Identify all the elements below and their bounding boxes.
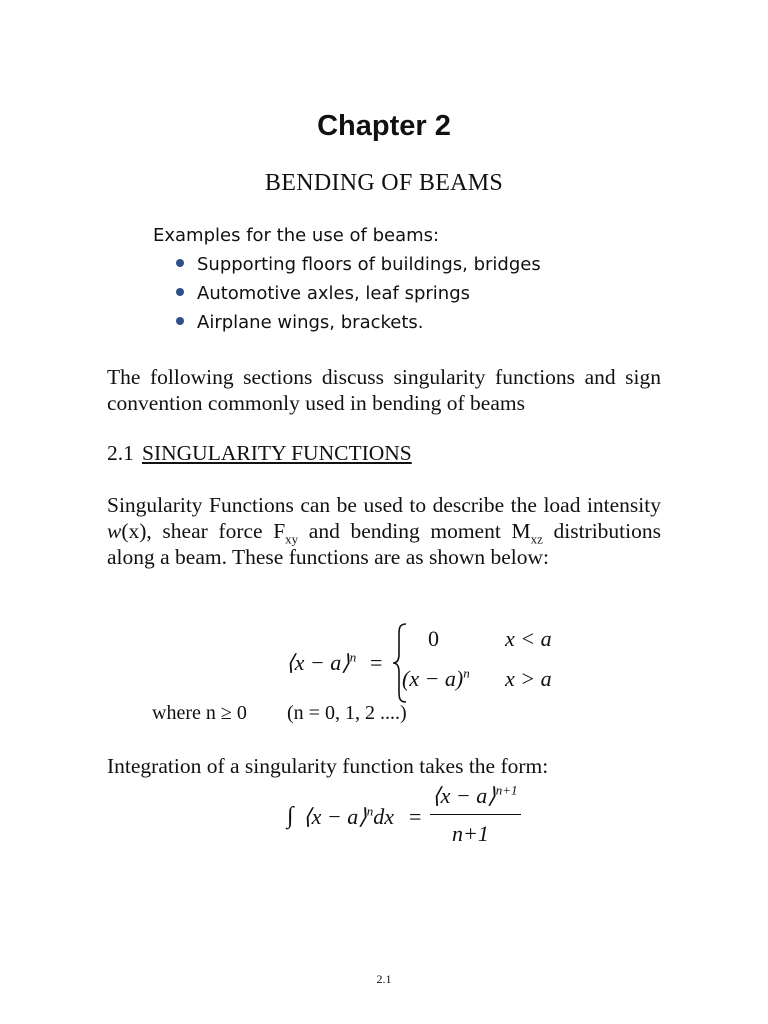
- where-values: (n = 0, 1, 2 ....): [287, 702, 407, 724]
- where-label: where n ≥ 0: [152, 702, 247, 724]
- bullet-list-item: [176, 252, 541, 278]
- paren-expression: (x − a): [402, 666, 464, 691]
- equals-sign: =: [370, 650, 383, 675]
- section-title: SINGULARITY FUNCTIONS: [142, 441, 412, 465]
- bullet-list-item: [176, 281, 470, 307]
- case2-value: [402, 664, 470, 694]
- bullet-icon: [176, 288, 184, 296]
- paragraph-text: (x), shear force F: [121, 519, 286, 543]
- bracket-expression: ⟨x − a⟩: [432, 783, 496, 808]
- intro-paragraph: The following sections discuss singularity functions and sign convention commonly used in bending of beams: [107, 365, 661, 415]
- examples-heading: Examples for the use of beams:: [153, 225, 440, 246]
- exponent: n+1: [495, 782, 518, 798]
- section-paragraph: [107, 492, 661, 570]
- integrand: [303, 802, 394, 832]
- paragraph-text: and bending moment M: [298, 519, 531, 543]
- exponent: n: [366, 803, 374, 819]
- case1-value: 0: [428, 626, 439, 651]
- moment-subscript: xz: [530, 531, 543, 547]
- exponent: n: [463, 665, 470, 681]
- page-number: 2.1: [376, 972, 392, 986]
- fraction-bar: [430, 814, 521, 815]
- bracket-expression: ⟨x − a⟩: [303, 804, 367, 829]
- bracket-expression: ⟨x − a⟩: [286, 650, 350, 675]
- integration-text: Integration of a singularity function takes the form:: [107, 754, 549, 778]
- bullet-icon: [176, 259, 184, 267]
- paragraph-text: Singularity Functions can be used to describe the load intensity: [107, 493, 661, 517]
- bullet-text: Airplane wings, brackets.: [197, 312, 424, 333]
- chapter-title: Chapter 2: [317, 110, 451, 142]
- section-number: 2.1: [107, 441, 134, 465]
- equals-sign: =: [409, 804, 422, 829]
- case1-condition: x < a: [505, 626, 552, 651]
- equation-lhs: [286, 648, 356, 678]
- case2-condition: x > a: [505, 666, 552, 691]
- paragraph-text: distributions along a beam. These functions are as shown below:: [107, 519, 662, 569]
- bullet-text: Supporting floors of buildings, bridges: [197, 254, 541, 275]
- integral-sign: ∫: [287, 803, 294, 829]
- bullet-list-item: [176, 310, 424, 336]
- fraction-numerator: [432, 781, 518, 811]
- exponent: n: [349, 649, 357, 665]
- load-intensity-symbol: w: [107, 519, 122, 543]
- shear-subscript: xy: [285, 531, 299, 547]
- differential: dx: [373, 804, 395, 829]
- bullet-text: Automotive axles, leaf springs: [197, 283, 471, 304]
- bullet-icon: [176, 317, 184, 325]
- chapter-subtitle: BENDING OF BEAMS: [264, 170, 504, 196]
- fraction-denominator: n+1: [452, 821, 489, 846]
